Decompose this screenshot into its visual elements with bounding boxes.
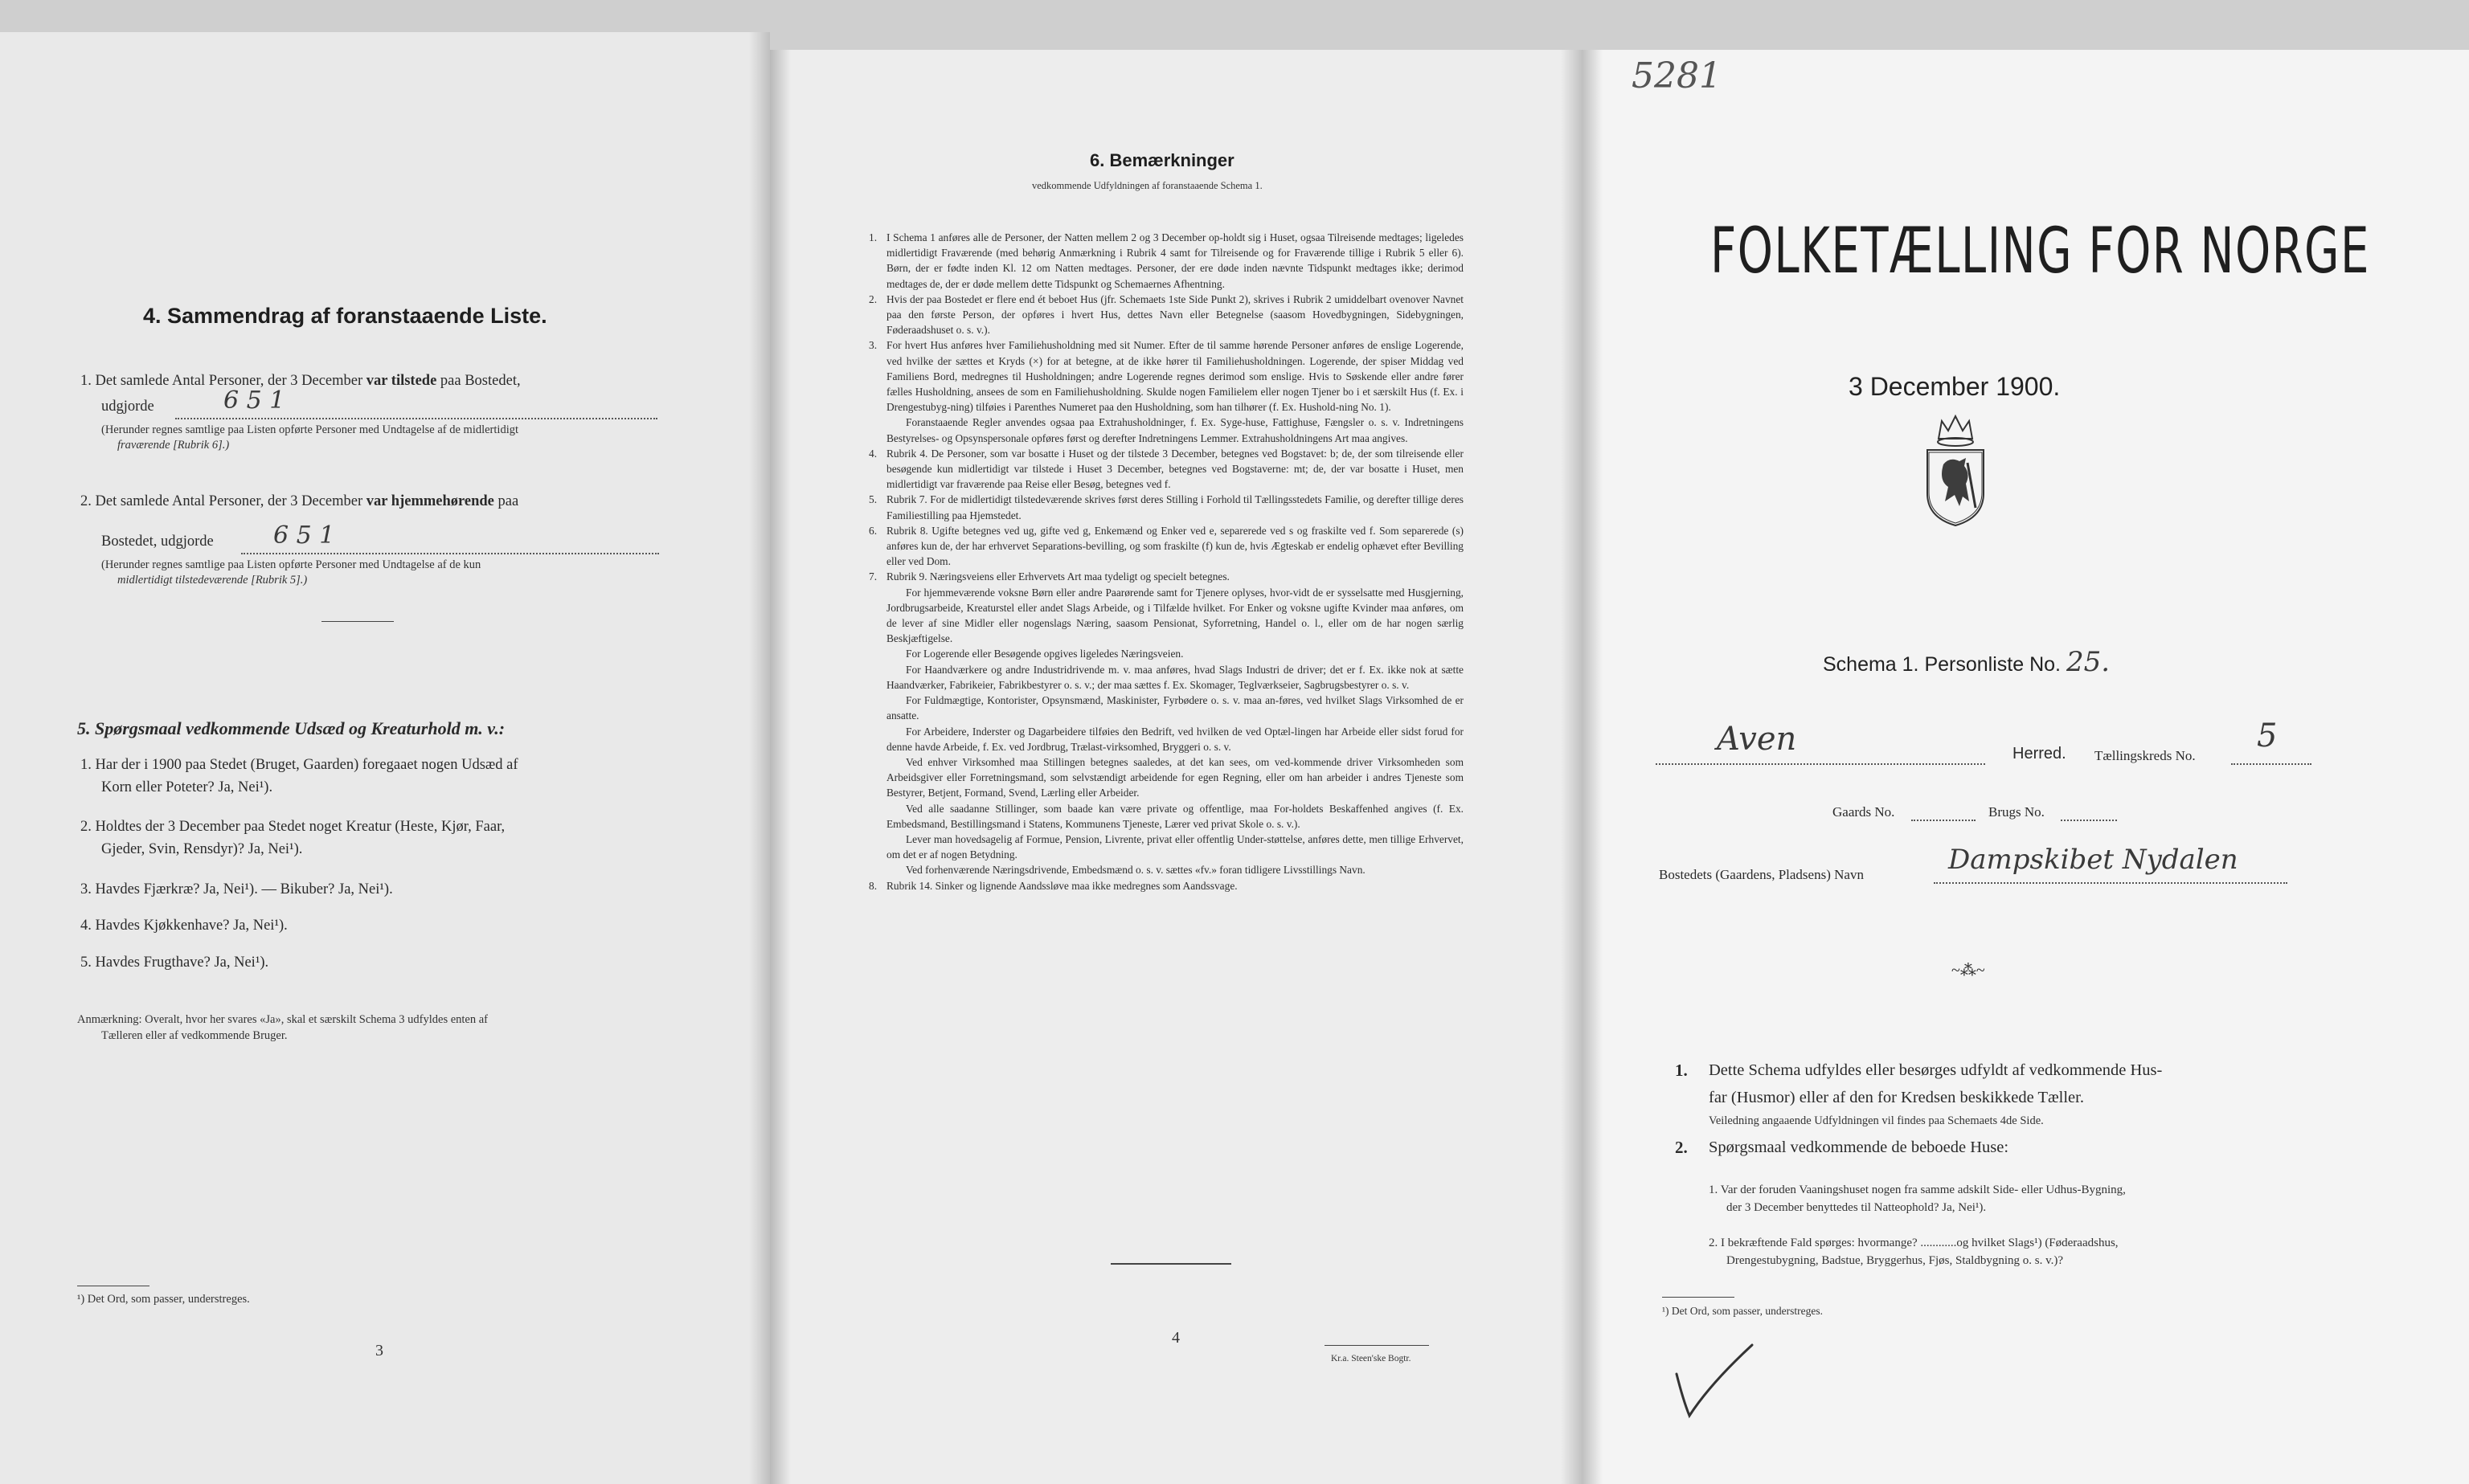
remark-text: Rubrik 7. For de midlertidigt tilstedeværende skrives først deres Stilling i Forhold til Tællingsstedets Familie, og derefter tillige deres Familiestilling paa Hjemstedet. [886, 493, 1464, 521]
section5-q2: 2. Holdtes der 3 December paa Stedet noget Kreatur (Heste, Kjør, Faar, [80, 819, 506, 835]
house-question-1b: der 3 December benyttedes til Natteophold? Ja, Nei¹). [1726, 1201, 1987, 1214]
coat-of-arms-icon [1921, 407, 1990, 529]
remark-number: 4. [869, 447, 878, 460]
herred-line [1656, 763, 1985, 765]
remark-paragraph: Ved enhver Virksomhed maa Stillingen betegnes saaledes, at det kan sees, om ved-kommende driver Virksomheden som Arbeidsgiver eller Forretningsmand, som selvstændigt arbeidende for egen Regning, eller om han arbeider i andres Tjeneste som Bestyrer, Betjent, Formand, Svend, Lærling eller Arbeider. [886, 755, 1464, 799]
remark-paragraph: Ved forhenværende Næringsdrivende, Embedsmænd o. s. v. sættes «fv.» foran tidligere Livsstillings Navn. [906, 864, 1366, 877]
page-number: 4 [1172, 1329, 1180, 1347]
page-number: 3 [375, 1342, 383, 1359]
gutter-shadow [749, 32, 770, 1484]
answer-line [175, 418, 657, 419]
remark-number: 6. [869, 524, 878, 537]
remark-text: For hvert Hus anføres hver Familiehusholdning med sit Numer. Efter de til samme hørende Personer anføres de enslige Logerende, ved hvilke der sættes et Kryds (×) for at betegne, at de ikke hører til Familiehusholdningen. Logerende, der spiser Middag ved Familiens Bord, medregnes til Husholdningen; andre Logerende regnes derimod som enslige. Hvis to Søskende eller andre fører fælles Husholdning, ansees de som en Familiehusholdning. Skulde nogen Familielem eller nogen Tjener bo i et særskilt Hus (f. Ex. i Drengestubyg-ning) tilføies i Parenthes Numeret paa den Husholdning, som han tilhører (f. Ex. Hushold-ning No. 1). [886, 339, 1464, 414]
remarks-list [869, 230, 1464, 893]
gaards-label: Gaards No. [1832, 804, 1895, 820]
footnote: ¹) Det Ord, som passer, understreges. [77, 1293, 250, 1306]
footnote: ¹) Det Ord, som passer, understreges. [1662, 1305, 1823, 1317]
remark-item [869, 230, 1464, 292]
remark-text: Rubrik 8. Ugifte betegnes ved ug, gifte ved g, Enkemænd og Enker ved e, separerede ved s og fraskilte ved f. Som separerede (s) anføres kun de, der har erhvervet Separations-bevilling, og som fraskilte (f) kun de, hvis Ægteskab er endelig ophævet efter Bevilling eller ved Dom. [886, 524, 1464, 568]
remark-paragraph: For Logerende eller Besøgende opgives ligeledes Næringsveien. [906, 648, 1184, 660]
gutter-shadow [1582, 50, 1603, 1484]
instruction-1-note: Veiledning angaaende Udfyldningen vil findes paa Schemaets 4de Side. [1709, 1114, 2044, 1127]
section5-remark: Anmærkning: Overalt, hvor her svares «Ja», skal et særskilt Schema 3 udfyldes enten af [77, 1013, 489, 1026]
remark-paragraph: For Fuldmægtige, Kontorister, Opsynsmænd, Maskinister, Fyrbødere o. s. v. maa an-føres, ved hvilket Slags Virksomhed de er ansatte. [886, 694, 1464, 722]
personliste-number: 25. [2066, 646, 2111, 678]
remark-number: 5. [869, 493, 878, 506]
remark-item [869, 569, 1464, 584]
remark-item [869, 878, 1464, 893]
house-question-2: 2. I bekræftende Fald spørges: hvormange? ............og hvilket Slags¹) (Føderaadshus, [1709, 1237, 2119, 1249]
section4-item1-line2: udgjorde [101, 399, 154, 415]
remark-paragraph: Lever man hovedsagelig af Formue, Pension, Livrente, privat eller offentlig Under-støttelse, anføres dette, men tillige Erhvervet, om det er af nogen Betydning. [886, 832, 1464, 861]
kreds-label: Tællingskreds No. [2094, 748, 2196, 763]
remark-text: Rubrik 4. De Personer, som var bosatte i Huset og der tilstede 3 December, betegnes ved Bogstavet: b; de, der som tilreisende eller besøgende kun midlertidigt var tilstede i Huset 3 December, betegnes ved Bogstaverne: mt; de, der var bosatte i Huset, men midlertidigt var fraværende paa Reise eller Besøg, betegnes ved f. [886, 447, 1464, 491]
remark-text: Hvis der paa Bostedet er flere end ét beboet Hus (jfr. Schemaets 1ste Side Punkt 2), skrives i Rubrik 2 umiddelbart ovenover Navnet paa den første Person, der opføres i hvert Hus, dettes Navn eller Betegnelse (saasom Hovedbygningen, Sidebygningen, Føderaadshuset o. s. v.). [886, 292, 1464, 337]
remark-paragraph: Foranstaaende Regler anvendes ogsaa paa Extrahusholdninger, f. Ex. Syge-huse, Fattighuse, Fængsler o. s. v. Indretningens Bestyrelses- og Opsynspersonale opføres først og derefter Indretningens Lemmer. Extrahusholdningens Art maa angives. [886, 416, 1464, 444]
remark-text: I Schema 1 anføres alle de Personer, der Natten mellem 2 og 3 December op-holdt sig i Huset, ogsaa Tilreisende medtages; ligeledes midlertidigt Fraværende (med behørig Anmærkning i Rubrik 4 samt for Tilreisende og for Fraværende tillige i Rubrik 5 eller 6). Børn, der er fødte inden Kl. 12 om Natten medtages. Personer, der ere døde inden nævnte Tidspunkt medtages ikke; derimod medtages de, der er døde mellem dette Tidspunkt og Schemaernes Afhentning. [886, 231, 1464, 290]
remark-item [869, 337, 1464, 415]
remark-text: Rubrik 9. Næringsveiens eller Erhvervets Art maa tydeligt og specielt betegnes. [886, 570, 1230, 583]
remark-number: 3. [869, 339, 878, 352]
remark-item [869, 292, 1464, 338]
printer-credit: Kr.a. Steen'ske Bogtr. [1331, 1354, 1411, 1363]
handwritten-count-resident: 6 5 1 [273, 521, 335, 550]
handwritten-check-mark-icon [1662, 1335, 1759, 1424]
remarks-subheading: vedkommende Udfyldningen af foranstaaende Schema 1. [1032, 180, 1263, 191]
census-date: 3 December 1900. [1849, 372, 2061, 401]
remark-number: 2. [869, 292, 878, 305]
bosted-label: Bostedets (Gaardens, Pladsens) Navn [1659, 867, 1864, 882]
printer-rule [1325, 1345, 1429, 1346]
section5-q4: 4. Havdes Kjøkkenhave? Ja, Nei¹). [80, 918, 288, 934]
remark-paragraph: For Arbeidere, Inderster og Dagarbeidere tilføies den Bedrift, ved hvilken de ved Optæl-lingen har Arbeide eller sidst forud for denne havde Arbeide, f. Ex. ved Jordbrug, Trælast-virksomhed, Bryggeri o. s. v. [886, 725, 1464, 753]
remark-paragraph: For Haandværkere og andre Industridrivende m. v. maa anføres, hvad Slags Industri de driver; det er f. Ex. ikke nok at sætte Haandværker, Fabrikeier, Fabrikbestyrer o. s. v.; der maa sættes f. Ex. Skomager, Teglværkseier, Sagbrugsbestyrer o. s. v. [886, 663, 1464, 691]
instruction-2-number: 2. [1675, 1138, 1688, 1157]
census-title: FOLKETÆLLING FOR NORGE [1710, 215, 2370, 288]
footnote-rule [1662, 1297, 1734, 1298]
archive-number: 5281 [1632, 55, 1722, 96]
gutter-shadow [1561, 50, 1582, 1484]
herred-name: Aven [1717, 721, 1797, 758]
kreds-line [2231, 763, 2311, 765]
ornament: ~⁂~ [1951, 962, 1985, 979]
section4-item2-line2: Bostedet, udgjorde [101, 534, 214, 550]
brugs-line [2061, 820, 2117, 821]
remark-item [869, 523, 1464, 570]
house-question-1: 1. Var der foruden Vaaningshuset nogen fra samme adskilt Side- eller Udhus-Bygning, [1709, 1184, 2126, 1196]
remark-number: 1. [869, 231, 878, 243]
gutter-shadow [770, 50, 791, 1484]
page-left [0, 32, 770, 1484]
remark-paragraph: Ved alle saadanne Stillinger, som baade kan være private og offentlige, maa For-holdets Beskaffenhed angives (f. Ex. Embedsmand, Bestillingsmand i Statens, Kommunens Tjeneste, Lærer ved privat Skole o. s. v.). [886, 802, 1464, 830]
remark-item [869, 446, 1464, 493]
house-question-2b: Drengestubygning, Badstue, Bryggerhus, Fjøs, Staldbygning o. s. v.)? [1726, 1254, 2063, 1267]
herred-label: Herred. [2012, 745, 2066, 762]
gaards-line [1911, 820, 1976, 821]
instruction-1b: far (Husmor) eller af den for Kredsen beskikkede Tæller. [1709, 1089, 2084, 1106]
section4-item2-note2: midlertidigt tilstedeværende [Rubrik 5].) [117, 574, 308, 587]
handwritten-count-present: 6 5 1 [223, 386, 285, 415]
section5-remark2: Tælleren eller af vedkommende Bruger. [101, 1029, 288, 1042]
remark-text: Rubrik 14. Sinker og lignende Aandssløve maa ikke medregnes som Aandssvage. [886, 879, 1238, 892]
remark-item [869, 492, 1464, 522]
instruction-1: Dette Schema udfyldes eller besørges udfyldt af vedkommende Hus- [1709, 1061, 2163, 1079]
section5-q5: 5. Havdes Frugthave? Ja, Nei¹). [80, 955, 269, 971]
instruction-2: Spørgsmaal vedkommende de beboede Huse: [1709, 1139, 2009, 1156]
section4-item1-note: (Herunder regnes samtlige paa Listen opførte Personer med Undtagelse af de midlertidigt [101, 423, 519, 436]
section4-item2-note: (Herunder regnes samtlige paa Listen opførte Personer med Undtagelse af de kun [101, 558, 481, 571]
section4-item1-line1: 1. Det samlede Antal Personer, der 3 December var tilstede paa Bostedet, [80, 373, 521, 389]
page-right [1582, 50, 2469, 1484]
section5-q1b: Korn eller Poteter? Ja, Nei¹). [101, 779, 273, 795]
instruction-1-number: 1. [1675, 1061, 1688, 1080]
remarks-heading: 6. Bemærkninger [1090, 150, 1234, 170]
divider [321, 621, 394, 622]
divider [1111, 1263, 1231, 1265]
answer-line [241, 553, 659, 554]
section4-item1-note2: fraværende [Rubrik 6].) [117, 439, 230, 452]
section5-q1: 1. Har der i 1900 paa Stedet (Bruget, Gaarden) foregaaet nogen Udsæd af [80, 757, 518, 773]
bosted-line [1934, 882, 2287, 884]
remark-paragraph: For hjemmeværende voksne Børn eller andre Paarørende samt for Tjenere oplyses, hvor-vidt de er sysselsatte med Husgjerning, Jordbrugsarbeide, Kreaturstel eller andet Slags Arbeide, og i Tilfælde hvilket. For Enker og voksne ugifte Kvinder maa anføres, om de lever af sine Midler eller nogenslags Næring, saasom Pensionat, Syforretning, Handel o. l., eller om de har nogen særlig Beskjæftigelse. [886, 586, 1464, 645]
kreds-number: 5 [2257, 717, 2278, 754]
remark-number: 7. [869, 570, 878, 583]
section5-heading: 5. Spørgsmaal vedkommende Udsæd og Kreaturhold m. v.: [77, 718, 506, 738]
section4-heading: 4. Sammendrag af foranstaaende Liste. [143, 304, 547, 328]
schema-line: Schema 1. Personliste No. 25. [1823, 646, 2111, 678]
brugs-label: Brugs No. [1988, 804, 2045, 820]
page-middle [770, 50, 1582, 1484]
section4-item2-line1: 2. Det samlede Antal Personer, der 3 December var hjemmehørende paa [80, 493, 519, 509]
section5-q2b: Gjeder, Svin, Rensdyr)? Ja, Nei¹). [101, 841, 303, 857]
bosted-name: Dampskibet Nydalen [1948, 844, 2238, 876]
remark-number: 8. [869, 879, 878, 892]
section5-q3: 3. Havdes Fjærkræ? Ja, Nei¹). — Bikuber? Ja, Nei¹). [80, 881, 393, 897]
